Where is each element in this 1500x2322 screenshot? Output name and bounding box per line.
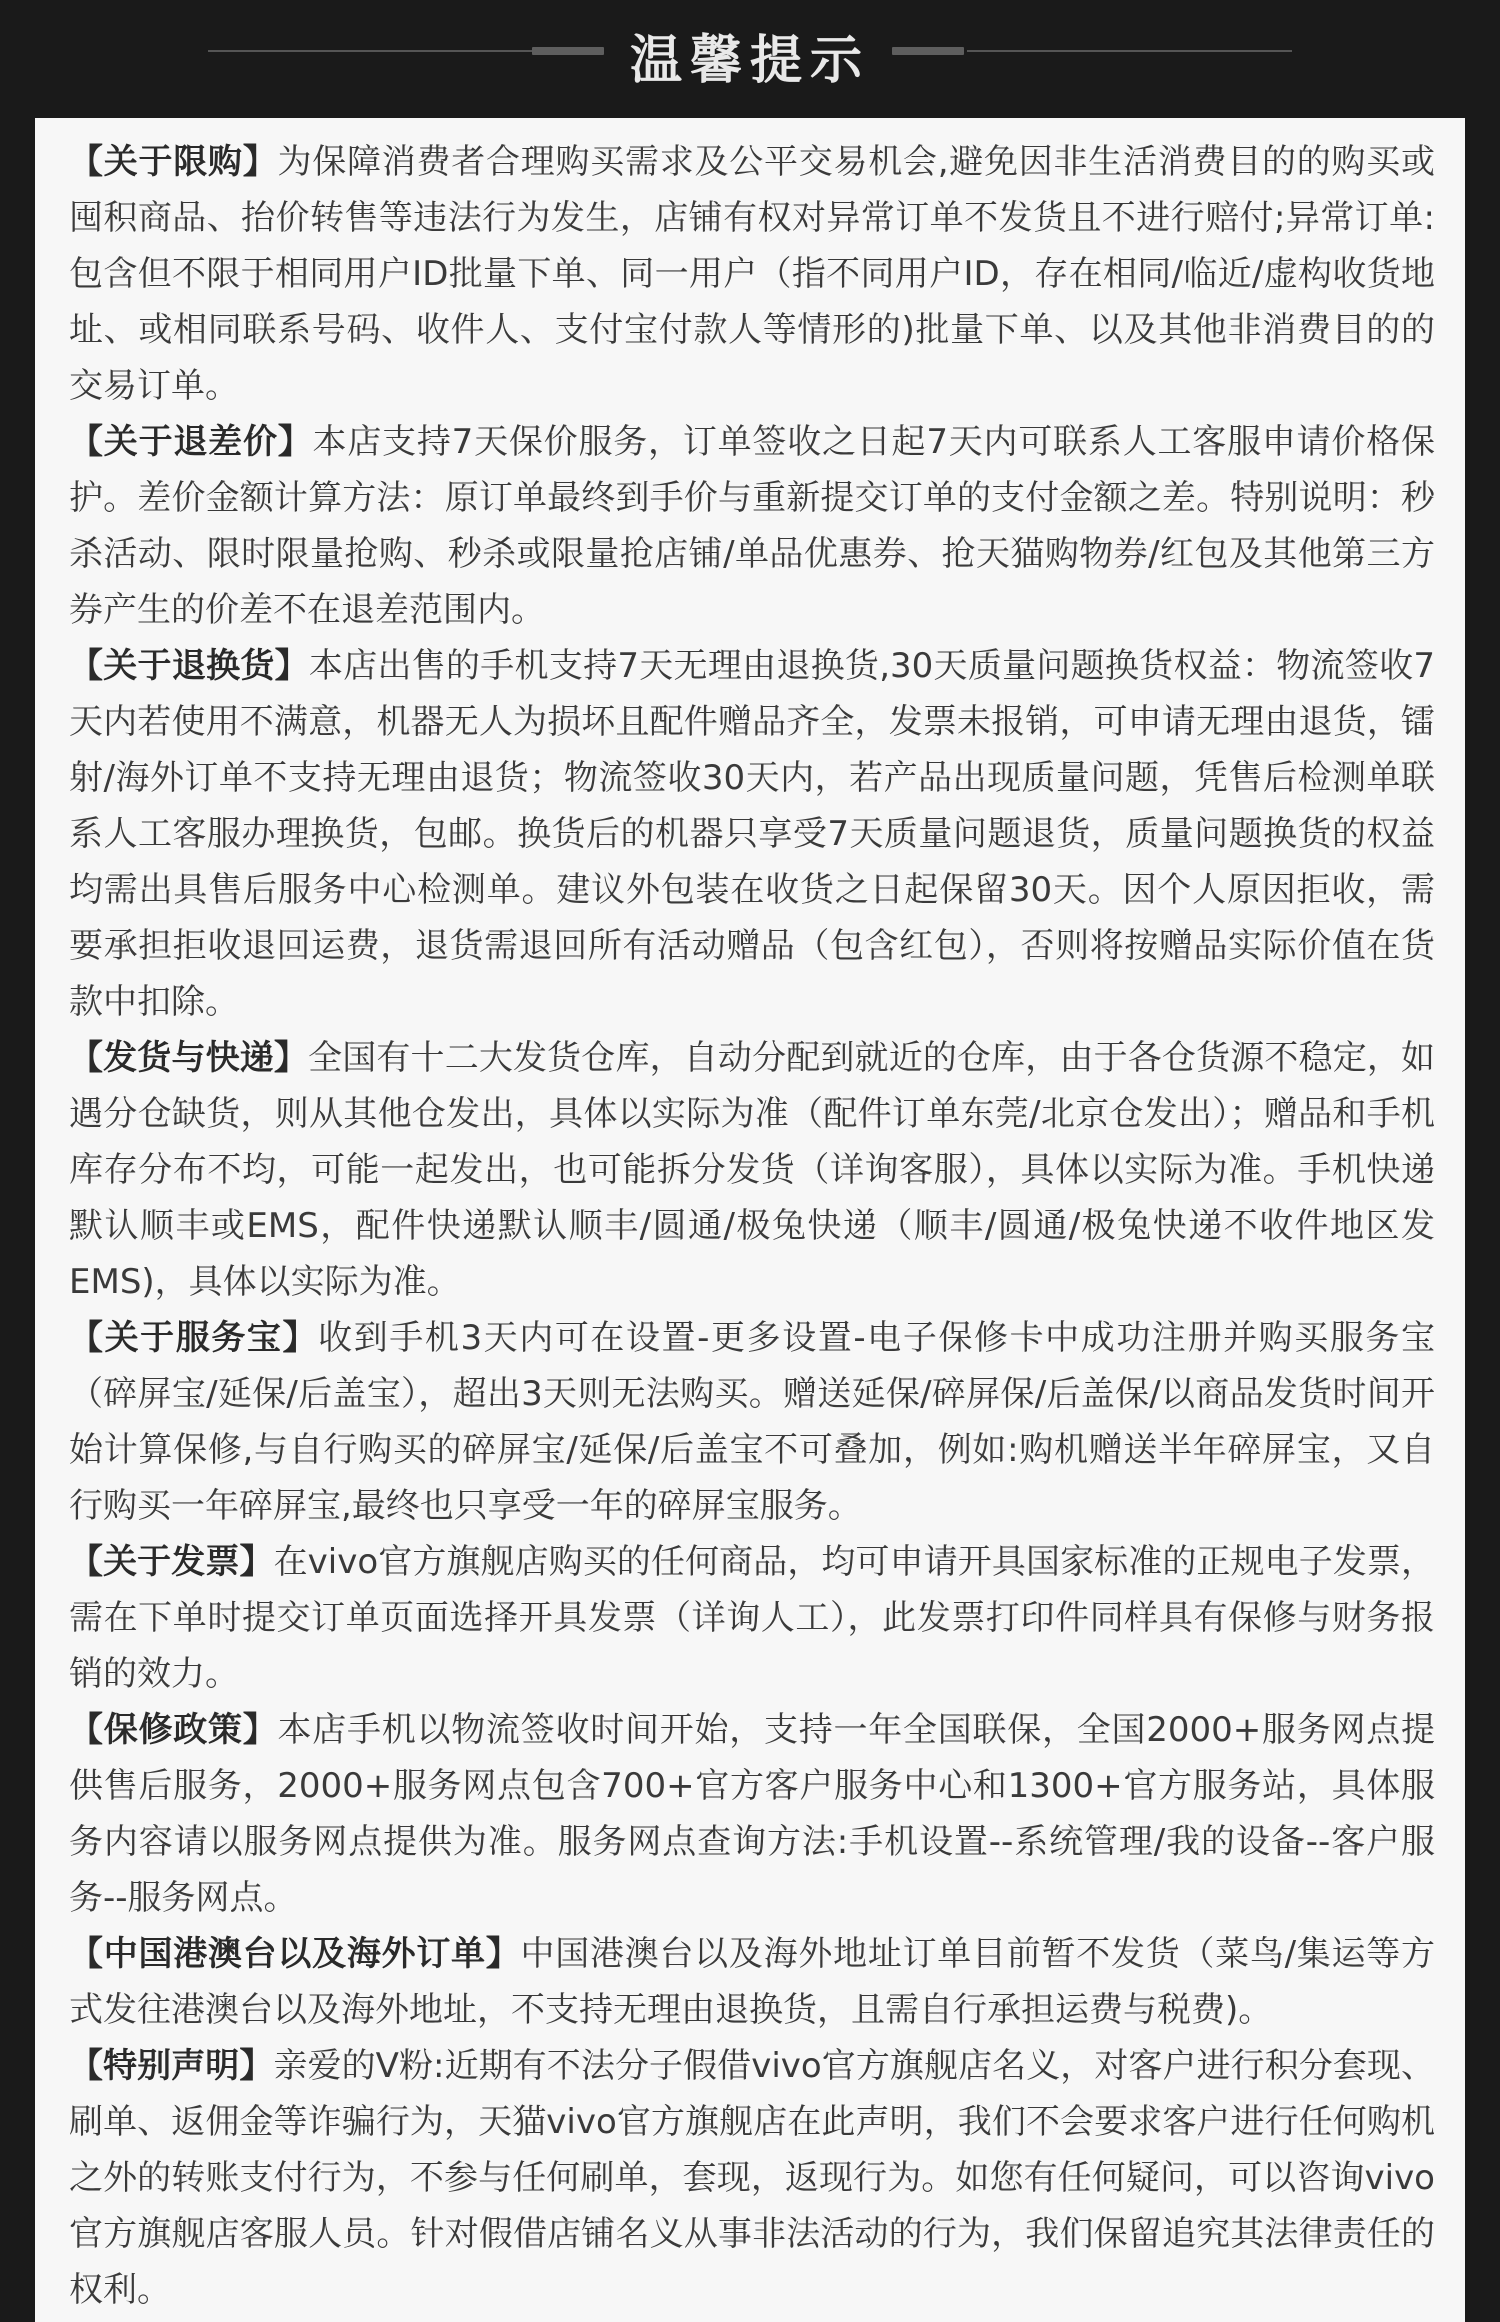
section-text: 本店手机以物流签收时间开始，支持一年全国联保，全国2000+服务网点提供售后服务，2000+服务网点包含700+官方客户服务中心和1300+官方服务站，具体服务内容请以服务网点提供为准。服务网点查询方法:手机设置--系统管理/我的设备--客户服务--服务网点。 bbox=[69, 1710, 1436, 1918]
section-purchase-limit bbox=[69, 134, 1435, 414]
section-title: 【发货与快递】 bbox=[69, 1038, 309, 1078]
header-divider-right bbox=[967, 50, 1292, 52]
page-header bbox=[0, 0, 1500, 118]
section-text: 在vivo官方旗舰店购买的任何商品，均可申请开具国家标准的正规电子发票，需在下单时提交订单页面选择开具发票（详询人工），此发票打印件同样具有保修与财务报销的效力。 bbox=[69, 1542, 1435, 1694]
notice-panel bbox=[35, 118, 1465, 2322]
section-title: 【中国港澳台以及海外订单】 bbox=[69, 1934, 521, 1974]
section-text: 为保障消费者合理购买需求及公平交易机会,避免因非生活消费目的的购买或囤积商品、抬价转售等违法行为发生，店铺有权对异常订单不发货且不进行赔付;异常订单:包含但不限于相同用户ID批量下单、同一用户（指不同用户ID，存在相同/临近/虚构收货地址、或相同联系号码、收件人、支付宝付款人等情形的)批量下单、以及其他非消费目的的交易订单。 bbox=[69, 142, 1436, 406]
header-divider-left bbox=[208, 50, 533, 52]
page-title: 温馨提示 bbox=[629, 30, 870, 91]
header-dash-right bbox=[892, 47, 964, 55]
section-title: 【关于服务宝】 bbox=[69, 1318, 319, 1358]
section-text: 收到手机3天内可在设置-更多设置-电子保修卡中成功注册并购买服务宝（碎屏宝/延保/后盖宝），超出3天则无法购买。赠送延保/碎屏保/后盖保/以商品发货时间开始计算保修,与自行购买的碎屏宝/延保/后盖宝不可叠加，例如:购机赠送半年碎屏宝，又自行购买一年碎屏宝,最终也只享受一年的碎屏宝服务。 bbox=[69, 1318, 1436, 1526]
section-text: 中国港澳台以及海外地址订单目前暂不发货（菜鸟/集运等方式发往港澳台以及海外地址，不支持无理由退换货，且需自行承担运费与税费)。 bbox=[69, 1934, 1436, 2030]
section-text: 本店支持7天保价服务，订单签收之日起7天内可联系人工客服申请价格保护。差价金额计算方法：原订单最终到手价与重新提交订单的支付金额之差。特别说明：秒杀活动、限时限量抢购、秒杀或限量抢店铺/单品优惠券、抢天猫购物券/红包及其他第三方券产生的价差不在退差范围内。 bbox=[69, 422, 1436, 630]
section-text: 全国有十二大发货仓库，自动分配到就近的仓库，由于各仓货源不稳定，如遇分仓缺货，则从其他仓发出，具体以实际为准（配件订单东莞/北京仓发出）；赠品和手机库存分布不均，可能一起发出，也可能拆分发货（详询客服），具体以实际为准。手机快递默认顺丰或EMS，配件快递默认顺丰/圆通/极兔快递（顺丰/圆通/极兔快递不收件地区发EMS)，具体以实际为准。 bbox=[69, 1038, 1435, 1302]
section-title: 【保修政策】 bbox=[69, 1710, 278, 1750]
section-service-plan bbox=[69, 1310, 1435, 1534]
section-overseas-orders bbox=[69, 1926, 1435, 2038]
section-warranty bbox=[69, 1702, 1435, 1926]
section-shipping bbox=[69, 1030, 1435, 1310]
section-title: 【关于发票】 bbox=[69, 1542, 274, 1582]
section-text: 亲爱的V粉:近期有不法分子假借vivo官方旗舰店名义，对客户进行积分套现、刷单、返佣金等诈骗行为，天猫vivo官方旗舰店在此声明，我们不会要求客户进行任何购机之外的转账支付行为，不参与任何刷单，套现，返现行为。如您有任何疑问，可以咨询vivo官方旗舰店客服人员。针对假借店铺名义从事非法活动的行为，我们保留追究其法律责任的权利。 bbox=[69, 2046, 1436, 2310]
section-title: 【关于退换货】 bbox=[69, 646, 309, 686]
section-title: 【关于退差价】 bbox=[69, 422, 313, 462]
section-invoice bbox=[69, 1534, 1435, 1702]
section-price-protection bbox=[69, 414, 1435, 638]
section-returns-exchanges bbox=[69, 638, 1435, 1030]
section-title: 【关于限购】 bbox=[69, 142, 278, 182]
section-text: 本店出售的手机支持7天无理由退换货,30天质量问题换货权益：物流签收7天内若使用不满意，机器无人为损坏且配件赠品齐全，发票未报销，可申请无理由退货，镭射/海外订单不支持无理由退货；物流签收30天内，若产品出现质量问题，凭售后检测单联系人工客服办理换货，包邮。换货后的机器只享受7天质量问题退货，质量问题换货的权益均需出具售后服务中心检测单。建议外包装在收货之日起保留30天。因个人原因拒收，需要承担拒收退回运费，退货需退回所有活动赠品（包含红包），否则将按赠品实际价值在货款中扣除。 bbox=[69, 646, 1435, 1022]
section-special-statement bbox=[69, 2038, 1435, 2318]
section-title: 【特别声明】 bbox=[69, 2046, 274, 2086]
header-dash-left bbox=[532, 47, 604, 55]
